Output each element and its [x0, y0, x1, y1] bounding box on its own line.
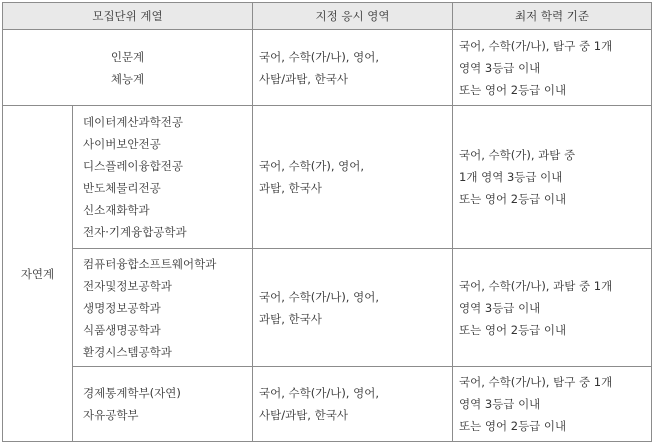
- table-row: [3, 367, 652, 442]
- unit-name: 데이터계산과학전공: [83, 115, 183, 129]
- table-header-row: [3, 3, 652, 30]
- header-minimum-criteria: 최저 학력 기준: [453, 3, 652, 30]
- required-line: 국어, 수학(가/나), 영어,: [259, 49, 379, 64]
- unit-name: 경제통계학부(자연): [83, 386, 181, 400]
- criteria-line: 영역 3등급 이내: [459, 300, 541, 315]
- criteria-cell: [453, 367, 652, 442]
- unit-cell: [73, 249, 253, 367]
- required-line: 국어, 수학(가/나), 영어,: [259, 386, 379, 400]
- unit-name: 식품생명공학과: [83, 322, 161, 337]
- criteria-line: 1개 영역 3등급 이내: [459, 170, 563, 184]
- criteria-line: 국어, 수학(가/나), 탐구 중 1개: [459, 375, 613, 389]
- unit-cell: [73, 367, 253, 442]
- criteria-line: 또는 영어 2등급 이내: [459, 192, 567, 206]
- table-row: [3, 249, 652, 367]
- header-unit-category: 모집단위 계열: [3, 3, 253, 30]
- required-line: 사탐/과탐, 한국사: [259, 71, 348, 86]
- header-required-areas: 지정 응시 영역: [253, 3, 453, 30]
- required-line: 과탐, 한국사: [259, 311, 322, 326]
- required-line: 과탐, 한국사: [259, 181, 322, 195]
- criteria-line: 영역 3등급 이내: [459, 60, 541, 75]
- criteria-cell: [453, 249, 652, 367]
- unit-name: 전자및정보공학과: [83, 278, 172, 293]
- required-line: 국어, 수학(가), 영어,: [259, 159, 365, 173]
- criteria-line: 국어, 수학(가), 과탐 중: [459, 148, 576, 162]
- required-areas-cell: [253, 30, 453, 106]
- criteria-line: 또는 영어 2등급 이내: [459, 322, 567, 337]
- category-natural-cell: 자연계: [3, 106, 73, 442]
- required-line: 국어, 수학(가/나), 영어,: [259, 289, 379, 304]
- unit-name: 체능계: [110, 71, 145, 86]
- criteria-line: 영역 3등급 이내: [459, 397, 541, 411]
- criteria-line: 국어, 수학(가/나), 탐구 중 1개: [459, 38, 613, 53]
- unit-name: 디스플레이융합전공: [83, 159, 183, 173]
- criteria-cell: [453, 106, 652, 249]
- required-areas-cell: [253, 106, 453, 249]
- required-line: 사탐/과탐, 한국사: [259, 408, 348, 422]
- required-areas-cell: [253, 367, 453, 442]
- admission-criteria-table: [2, 2, 652, 442]
- criteria-line: 또는 영어 2등급 이내: [459, 82, 567, 97]
- criteria-line: 또는 영어 2등급 이내: [459, 419, 567, 433]
- unit-name: 인문계: [110, 49, 145, 64]
- unit-name: 자유공학부: [83, 408, 139, 422]
- table-row: [3, 106, 652, 249]
- criteria-cell: [453, 30, 652, 106]
- unit-name: 전자·기계융합공학과: [83, 225, 187, 239]
- unit-cell: [3, 30, 253, 106]
- unit-name: 컴퓨터융합소프트웨어학과: [83, 256, 217, 271]
- unit-name: 반도체물리전공: [83, 181, 161, 195]
- required-areas-cell: [253, 249, 453, 367]
- unit-name: 신소재화학과: [83, 203, 150, 217]
- table-row: [3, 30, 652, 106]
- unit-name: 환경시스템공학과: [83, 344, 172, 359]
- unit-name: 생명정보공학과: [83, 300, 161, 315]
- criteria-line: 국어, 수학(가/나), 과탐 중 1개: [459, 278, 613, 293]
- unit-cell: [73, 106, 253, 249]
- unit-name: 사이버보안전공: [83, 137, 161, 151]
